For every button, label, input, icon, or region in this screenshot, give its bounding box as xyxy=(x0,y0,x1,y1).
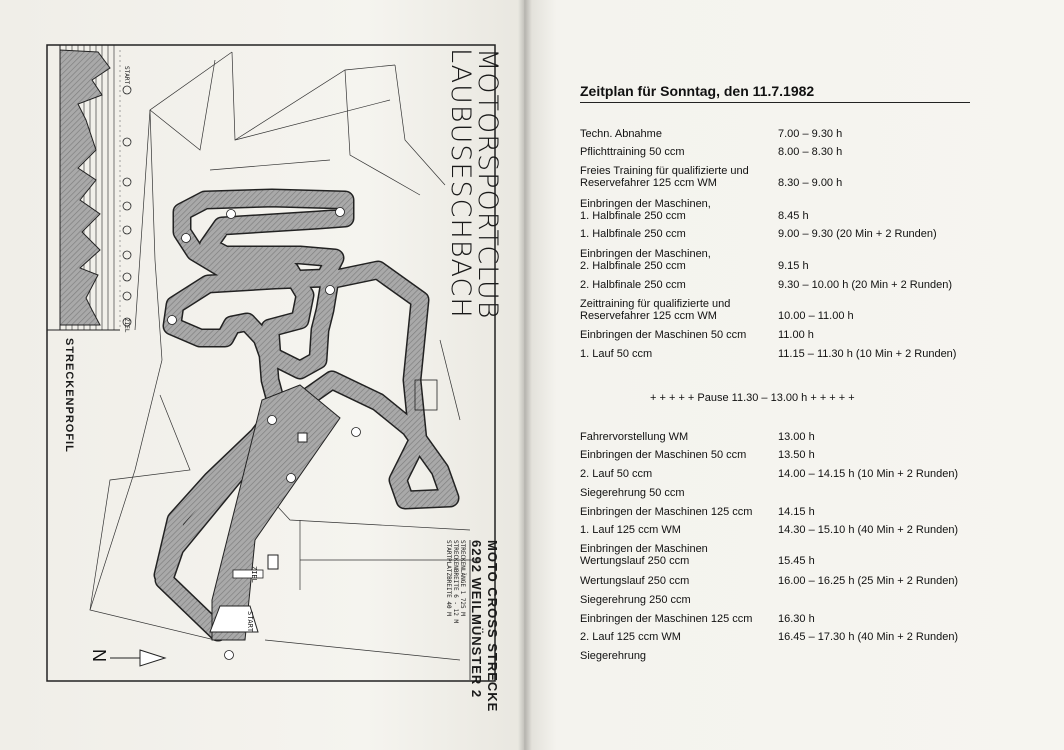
schedule-event: 1. Lauf 125 ccm WM xyxy=(580,524,681,536)
schedule-time: 8.45 h xyxy=(778,210,809,222)
schedule-event: Einbringen der Maschinen 50 ccm xyxy=(580,329,747,341)
race-track xyxy=(163,198,450,660)
north-arrow xyxy=(110,650,165,666)
schedule-time: 16.30 h xyxy=(778,613,815,625)
club-name-line1: MOTORSPORTCLUB xyxy=(472,48,503,320)
schedule-time: 9.30 – 10.00 h (20 Min + 2 Runden) xyxy=(778,279,952,291)
schedule-event: 2. Lauf 125 ccm WM xyxy=(580,631,681,643)
track-fact-start-width: STARTPLATZBREITE 40 M xyxy=(445,540,452,616)
track-fact-length: STRECKENLÄNGE 1 725 M xyxy=(459,540,466,616)
schedule-time: 13.50 h xyxy=(778,449,815,461)
profile-tick-start: START xyxy=(123,66,130,85)
schedule-event: 2. Halbfinale 250 ccm xyxy=(580,279,686,291)
schedule-time: 14.30 – 15.10 h (40 Min + 2 Runden) xyxy=(778,524,959,536)
profile-tick-finish: ZIEL xyxy=(123,318,130,333)
schedule-event: Freies Training für qualifizierte und Reservefahrer 125 ccm WM xyxy=(580,165,749,189)
track-title-line2: 6292 WEILMÜNSTER 2 xyxy=(469,540,484,699)
schedule-event: Zeittraining für qualifizierte und Reservefahrer 125 ccm WM xyxy=(580,298,731,322)
schedule-event: Einbringen der Maschinen 125 ccm xyxy=(580,613,753,625)
schedule-time: 10.00 – 11.00 h xyxy=(778,310,854,322)
schedule-event: Techn. Abnahme xyxy=(580,128,662,140)
schedule-time: 9.15 h xyxy=(778,260,809,272)
profile-label: STRECKENPROFIL xyxy=(63,338,75,453)
schedule-event: Einbringen der Maschinen, 1. Halbfinale 250 ccm xyxy=(580,198,711,222)
schedule-event: Siegerehrung 250 ccm xyxy=(580,594,691,606)
schedule-time: 16.00 – 16.25 h (25 Min + 2 Runden) xyxy=(778,575,959,587)
page-gutter xyxy=(518,0,532,750)
schedule-time: 15.45 h xyxy=(778,555,815,567)
schedule-time: 14.00 – 14.15 h (10 Min + 2 Runden) xyxy=(778,468,959,480)
schedule-event: Siegerehrung xyxy=(580,650,647,662)
track-fact-width: STRECKENBREITE 6 - 12 M xyxy=(452,540,459,624)
schedule-event: Einbringen der Maschinen 125 ccm xyxy=(580,506,753,518)
schedule-time: 9.00 – 9.30 (20 Min + 2 Runden) xyxy=(778,228,937,240)
profile-elevation xyxy=(60,50,110,325)
schedule-event: Einbringen der Maschinen 50 ccm xyxy=(580,449,747,461)
schedule-event: Wertungslauf 250 ccm xyxy=(580,575,690,587)
schedule-time: 14.15 h xyxy=(778,506,815,518)
schedule-event: Einbringen der Maschinen Wertungslauf 250 ccm xyxy=(580,543,708,567)
track-title-line1: MOTO CROSS STRECKE xyxy=(485,540,500,713)
schedule-time: 16.45 – 17.30 h (40 Min + 2 Runden) xyxy=(778,631,959,643)
schedule-title: Zeitplan für Sonntag, den 11.7.1982 xyxy=(580,83,970,103)
schedule-event: 1. Lauf 50 ccm xyxy=(580,348,653,360)
schedule-time: 7.00 – 9.30 h xyxy=(778,128,843,140)
schedule-time: 11.15 – 11.30 h (10 Min + 2 Runden) xyxy=(778,348,957,360)
pause-line: + + + + + Pause 11.30 – 13.00 h + + + + + xyxy=(650,392,855,404)
schedule-event: Siegerehrung 50 ccm xyxy=(580,487,685,499)
schedule-event: 1. Halbfinale 250 ccm xyxy=(580,228,686,240)
profile-band xyxy=(47,45,131,333)
schedule-time: 8.30 – 9.00 h xyxy=(778,177,843,189)
left-page-track-map xyxy=(0,0,524,750)
schedule-event: Fahrervorstellung WM xyxy=(580,431,689,443)
schedule-event: Pflichttraining 50 ccm xyxy=(580,146,685,158)
schedule-event: 2. Lauf 50 ccm xyxy=(580,468,653,480)
north-label: N xyxy=(89,649,109,662)
finish-label: ZIEL xyxy=(250,566,258,583)
schedule-time: 8.00 – 8.30 h xyxy=(778,146,843,158)
club-name-line2: LAUBUSESCHBACH xyxy=(445,48,476,319)
schedule-time: 13.00 h xyxy=(778,431,815,443)
schedule-time: 11.00 h xyxy=(778,329,814,341)
schedule-event: Einbringen der Maschinen, 2. Halbfinale 250 ccm xyxy=(580,248,711,272)
start-label: START xyxy=(246,611,254,633)
